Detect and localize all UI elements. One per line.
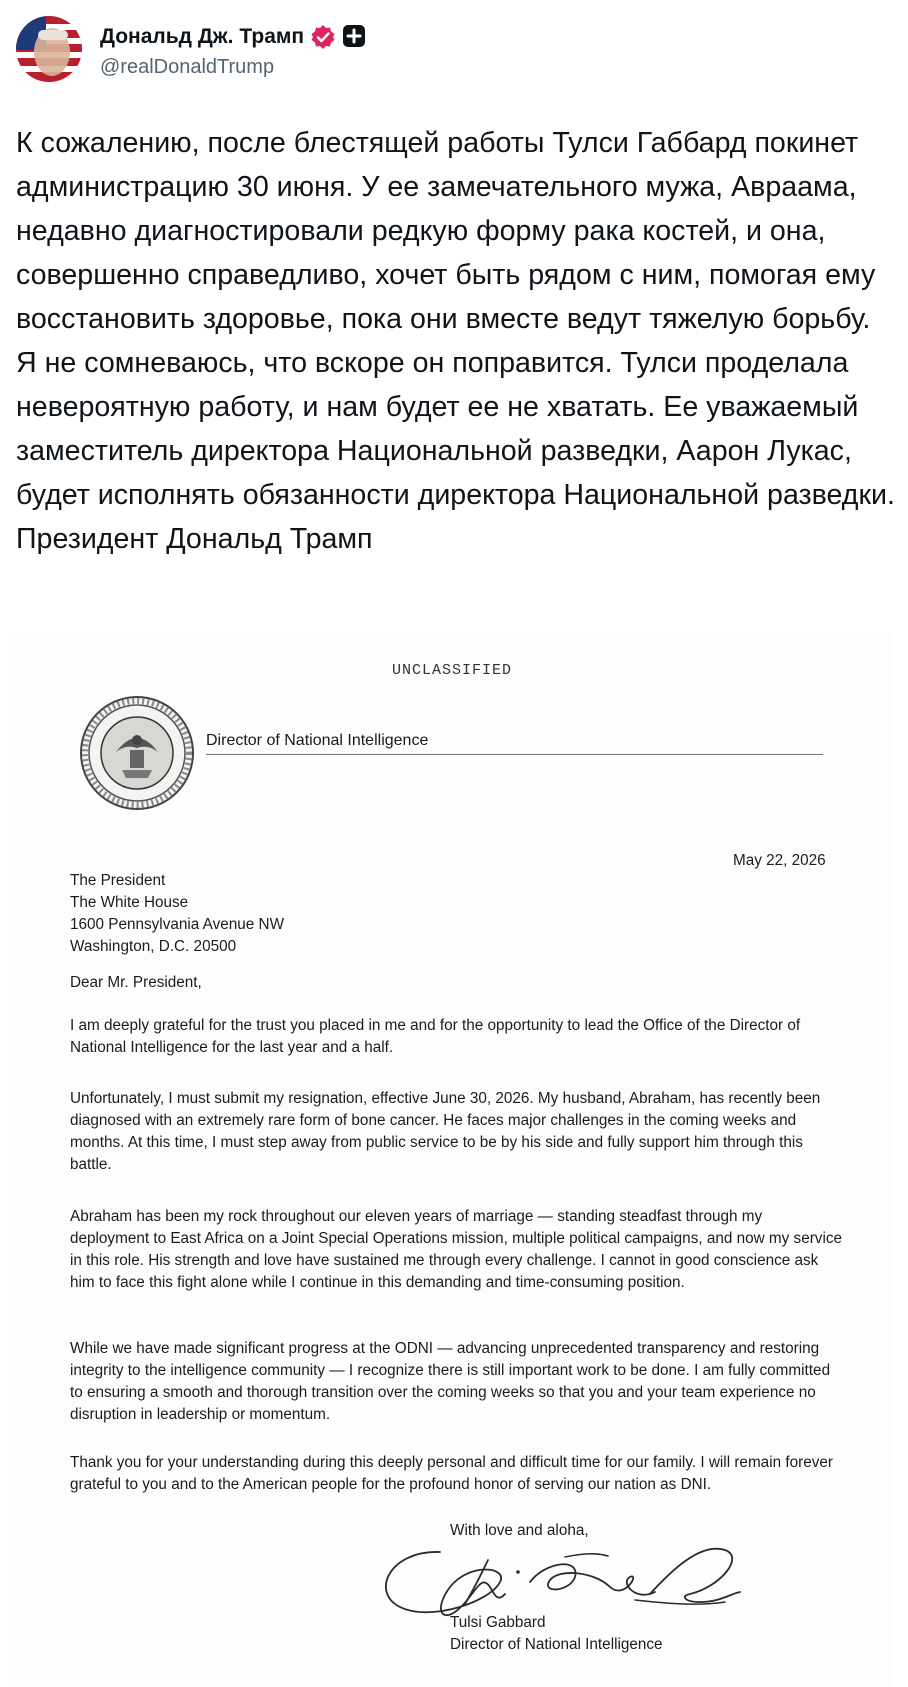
recipient-line: Washington, D.C. 20500 — [70, 938, 237, 955]
letter-paragraph: I am deeply grateful for the trust you placed in me and for the opportunity to lead the Office of the Director of National Intelligence for the last year and a half. — [70, 1017, 801, 1056]
letter-closing: With love and aloha, — [450, 1522, 589, 1539]
avatar-image — [16, 16, 82, 82]
avatar[interactable] — [16, 16, 82, 82]
letter-paragraph: Abraham has been my rock throughout our eleven years of marriage — standing steadfast through my deployment to East Africa on a Joint Special Operations mission, multiple political campaigns, and now my service in this role. His strength and love have sustained me through every challenge. I cannot in good conscience ask him to face this fight alone while I continue in this demanding and time-consuming position. — [70, 1208, 843, 1291]
letterhead-divider — [206, 754, 823, 755]
recipient-line: The White House — [70, 894, 189, 911]
handwritten-signature — [380, 1532, 800, 1642]
author-name[interactable]: Дональд Дж. Трамп — [100, 25, 305, 48]
recipient-line: 1600 Pennsylvania Avenue NW — [70, 916, 285, 933]
signer-name: Tulsi Gabbard — [450, 1614, 546, 1631]
post-text: К сожалению, после блестящей работы Тулси Габбард покинет администрацию 30 июня. У ее замечательного мужа, Авраама, недавно диагностировали редкую форму рака костей, и она, совершенно справедливо, хочет быть рядом с ним, помогая ему восстановить здоровье, пока они вместе ведут тяжелую борьбу. Я не сомневаюсь, что вскоре он поправится. Тулси проделала невероятную работу, и нам будет ее не хватать. Ее уважаемый заместитель директора Национальной разведки, Аарон Лукас, будет исполнять обязанности директора Национальной разведки. Президент Дональд Трамп — [16, 127, 895, 555]
letter-paragraph: Thank you for your understanding during this deeply personal and difficult time for our family. I will remain forever grateful to you and to the American people for the profound honor of serving our nation as DNI. — [70, 1454, 833, 1493]
post-header — [16, 16, 892, 82]
letter-image[interactable] — [10, 632, 893, 1687]
office-title: Director of National Intelligence — [206, 732, 429, 749]
salutation: Dear Mr. President, — [70, 974, 202, 991]
affiliate-badge-icon — [342, 24, 368, 50]
letter-date: May 22, 2026 — [733, 852, 826, 869]
recipient-address — [70, 870, 284, 958]
author-handle[interactable]: @realDonaldTrump — [100, 56, 275, 78]
recipient-line: The President — [70, 872, 166, 889]
letter-paragraph: Unfortunately, I must submit my resignation, effective June 30, 2026. My husband, Abraham, has recently been diagnosed with an extremely rare form of bone cancer. He faces major challenges in the coming weeks and months. At this time, I must step away from public service to be by his side and fully support him through this battle. — [70, 1090, 821, 1173]
verified-badge-icon — [310, 24, 336, 50]
signer-title: Director of National Intelligence — [450, 1636, 663, 1653]
odni-seal-icon — [78, 694, 196, 812]
classification-marking: UNCLASSIFIED — [392, 662, 513, 679]
letter-paragraph: While we have made significant progress at the ODNI — advancing unprecedented transparency and restoring integrity to the intelligence community — I recognize there is still important work to be done. I am fully committed to ensuring a smooth and thorough transition over the coming weeks so that you and your team experience no disruption in leadership or momentum. — [70, 1340, 831, 1423]
